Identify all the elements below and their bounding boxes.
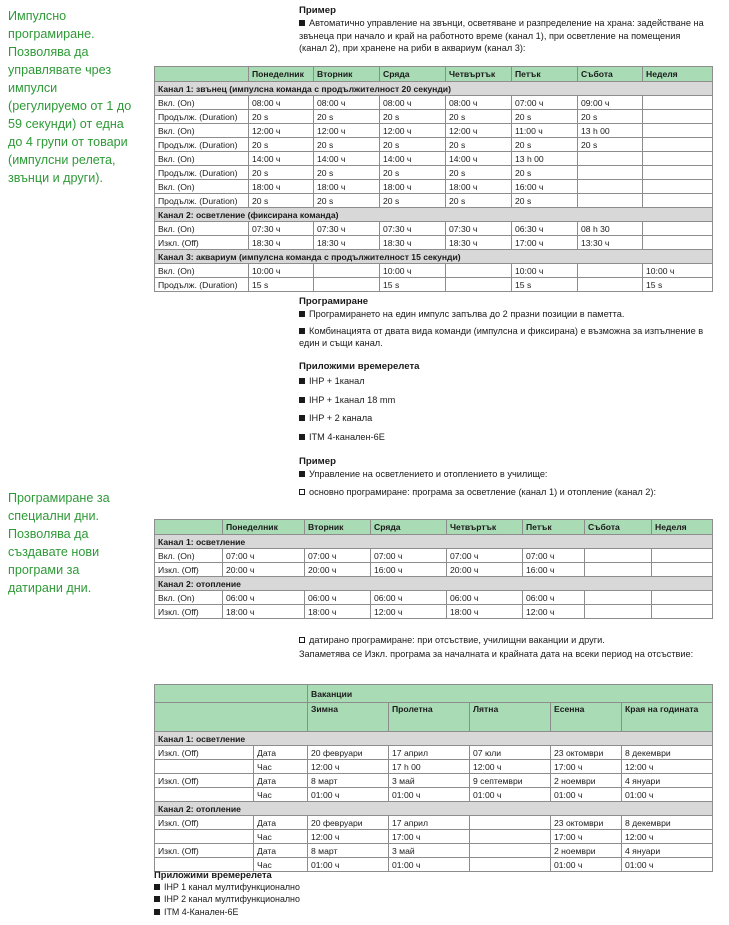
table-cell: 8 декември — [622, 746, 713, 760]
table-cell: 08:00 ч — [249, 96, 314, 110]
table-cell: 20 s — [446, 138, 512, 152]
table-cell: 01:00 ч — [389, 858, 470, 872]
table-cell: 20 s — [314, 166, 380, 180]
table-cell — [643, 194, 713, 208]
timer-item: IHP 1 канал мултифункционално — [154, 881, 300, 893]
row-label — [155, 788, 254, 802]
table-cell: 16:00 ч — [371, 563, 447, 577]
table-cell: 20 s — [380, 166, 446, 180]
table-row — [155, 124, 713, 138]
column-header: Петък — [523, 520, 585, 535]
row-sublabel: Час — [254, 858, 308, 872]
programming-block — [299, 296, 709, 350]
timer-item: ITM 4-канален-6Е — [299, 431, 709, 443]
channel-label: Канал 1: осветление — [155, 732, 713, 746]
table-cell: 20 s — [446, 110, 512, 124]
table-cell: 07:00 ч — [371, 549, 447, 563]
channel-row — [155, 535, 713, 549]
table-cell: 18:00 ч — [380, 180, 446, 194]
column-header: Зимна — [308, 703, 389, 732]
table-cell: 14:00 ч — [446, 152, 512, 166]
table-cell: 17:00 ч — [551, 760, 622, 774]
table-row — [155, 222, 713, 236]
table-cell: 15 s — [249, 278, 314, 292]
table-cell: 20:00 ч — [305, 563, 371, 577]
table-cell — [585, 549, 652, 563]
row-label: Изкл. (Off) — [155, 844, 254, 858]
table-row — [155, 816, 713, 830]
column-header: Четвъртък — [446, 67, 512, 82]
table-cell: 20:00 ч — [223, 563, 305, 577]
table-cell — [470, 844, 551, 858]
table-cell: 20 s — [512, 138, 578, 152]
table-cell — [578, 194, 643, 208]
sidebar-note-pulse: Импулсно програмиране. Позволява да управлявате чрез импулси (регулируемо от 1 до 59 секунди) от една до 4 групи от товари (импулсни релета, звънци и други). — [8, 9, 132, 185]
table-cell: 07 юли — [470, 746, 551, 760]
table-cell — [446, 278, 512, 292]
table-row — [155, 549, 713, 563]
table-cell: 20 s — [314, 110, 380, 124]
table-cell: 01:00 ч — [308, 858, 389, 872]
table-cell: Продълж. (Duration) — [155, 110, 249, 124]
timers2-block — [154, 869, 300, 918]
table-cell: 20 февруари — [308, 816, 389, 830]
table-cell — [578, 278, 643, 292]
table-cell: 3 май — [389, 774, 470, 788]
channel-row — [155, 732, 713, 746]
table-cell: 18:00 ч — [446, 180, 512, 194]
timers1-block — [299, 361, 709, 443]
table-cell: 12:00 ч — [446, 124, 512, 138]
table-cell — [652, 605, 713, 619]
channel-label: Канал 2: отопление — [155, 577, 713, 591]
timer-item: IHP + 1канал 18 mm — [299, 394, 709, 406]
table-cell: 09:00 ч — [578, 96, 643, 110]
row-sublabel: Дата — [254, 746, 308, 760]
table-cell: 07:00 ч — [512, 96, 578, 110]
table-row — [155, 774, 713, 788]
table-cell — [643, 236, 713, 250]
column-header — [155, 520, 223, 535]
empty-header — [155, 685, 308, 703]
table-cell — [652, 549, 713, 563]
table-cell: 08:00 ч — [380, 96, 446, 110]
vacation-table — [154, 684, 713, 872]
table-cell: 12:00 ч — [523, 605, 585, 619]
table-cell: 10:00 ч — [512, 264, 578, 278]
table-cell: 14:00 ч — [249, 152, 314, 166]
column-header: Есенна — [551, 703, 622, 732]
table-cell: 2 ноември — [551, 774, 622, 788]
table-cell: 18:00 ч — [305, 605, 371, 619]
table-cell: 12:00 ч — [371, 605, 447, 619]
row-sublabel: Час — [254, 830, 308, 844]
table-cell — [643, 138, 713, 152]
table-row — [155, 166, 713, 180]
table-cell: 12:00 ч — [249, 124, 314, 138]
group-header: Ваканции — [308, 685, 713, 703]
table-cell: 4 януари — [622, 774, 713, 788]
table-cell: 11:00 ч — [512, 124, 578, 138]
timer-item: IHP + 1канал — [299, 375, 709, 387]
table-cell: Вкл. (On) — [155, 96, 249, 110]
table-row — [155, 96, 713, 110]
table-cell: 07:30 ч — [446, 222, 512, 236]
table-cell: 10:00 ч — [643, 264, 713, 278]
bullet-icon — [299, 434, 305, 440]
table-row — [155, 264, 713, 278]
table-cell: Изкл. (Off) — [155, 563, 223, 577]
row-label: Изкл. (Off) — [155, 746, 254, 760]
row-label — [155, 760, 254, 774]
table-cell: Вкл. (On) — [155, 264, 249, 278]
hollow-bullet-icon — [299, 637, 305, 643]
table-cell: 13 h 00 — [578, 124, 643, 138]
table-cell: 18:00 ч — [249, 180, 314, 194]
channel-label: Канал 1: звънец (импулсна команда с продължителност 20 секунди) — [155, 82, 713, 96]
example1-text: Автоматично управление на звънци, осветяване и разпределение на храна: задействане на звънеца при начало и край на работното време (канал 1), при осветление на помещения (канал 2), при хранене на риби в аквариум (канал 3): — [299, 18, 704, 54]
dated-block — [299, 634, 709, 661]
table-cell: 06:00 ч — [523, 591, 585, 605]
table-cell: 18:30 ч — [314, 236, 380, 250]
table-cell: 18:00 ч — [314, 180, 380, 194]
table-row — [155, 788, 713, 802]
dated-line: датирано програмиране: при отсъствие, училищни ваканции и други. — [299, 634, 709, 646]
table-cell: Вкл. (On) — [155, 549, 223, 563]
table-row — [155, 236, 713, 250]
timers2-heading: Приложими времерелета — [154, 869, 272, 880]
row-sublabel: Час — [254, 760, 308, 774]
table-cell: 3 май — [389, 844, 470, 858]
table-cell: 01:00 ч — [308, 788, 389, 802]
table-cell: 08:00 ч — [314, 96, 380, 110]
table-cell: Вкл. (On) — [155, 222, 249, 236]
column-header: Четвъртък — [447, 520, 523, 535]
table-cell: 17 h 00 — [389, 760, 470, 774]
channel-row — [155, 577, 713, 591]
table-cell: Вкл. (On) — [155, 124, 249, 138]
table-cell — [470, 816, 551, 830]
table-cell — [314, 278, 380, 292]
example2-line: основно програмиране: програма за осветление (канал 1) и отопление (канал 2): — [299, 486, 709, 498]
example1-block — [299, 5, 709, 55]
table-cell: Вкл. (On) — [155, 180, 249, 194]
table-cell — [585, 605, 652, 619]
table-cell — [643, 152, 713, 166]
empty-header — [155, 703, 308, 732]
column-header: Събота — [578, 67, 643, 82]
table-cell: 08:00 ч — [446, 96, 512, 110]
row-sublabel: Час — [254, 788, 308, 802]
table-cell: 20 s — [249, 138, 314, 152]
table-cell — [652, 591, 713, 605]
table-cell: 01:00 ч — [470, 788, 551, 802]
table-cell: 07:00 ч — [305, 549, 371, 563]
table-row — [155, 138, 713, 152]
table-cell: 15 s — [643, 278, 713, 292]
row-sublabel: Дата — [254, 844, 308, 858]
table-cell: 20 s — [446, 166, 512, 180]
table-row — [155, 605, 713, 619]
column-header: Сряда — [380, 67, 446, 82]
column-header: Петък — [512, 67, 578, 82]
bullet-icon — [299, 471, 305, 477]
table-cell: 20 s — [380, 110, 446, 124]
table-cell — [578, 180, 643, 194]
table-row — [155, 563, 713, 577]
example2-heading: Пример — [299, 456, 336, 467]
table-cell: 17:00 ч — [551, 830, 622, 844]
table-cell: 07:30 ч — [380, 222, 446, 236]
table-cell — [652, 563, 713, 577]
table-row — [155, 278, 713, 292]
table-cell: 12:00 ч — [308, 760, 389, 774]
table-header-row — [155, 703, 713, 732]
table-cell — [643, 180, 713, 194]
table-cell — [578, 152, 643, 166]
table-cell: Вкл. (On) — [155, 591, 223, 605]
bullet-icon — [299, 328, 305, 334]
table-row — [155, 152, 713, 166]
table-cell: 15 s — [512, 278, 578, 292]
table-cell: 20 s — [380, 194, 446, 208]
bullet-icon — [299, 20, 305, 26]
table-row — [155, 110, 713, 124]
table-cell: 06:00 ч — [371, 591, 447, 605]
table-cell: 18:00 ч — [447, 605, 523, 619]
table-cell: 01:00 ч — [551, 788, 622, 802]
row-sublabel: Дата — [254, 816, 308, 830]
table-cell: 17 април — [389, 816, 470, 830]
programming-item: Комбинацията от двата вида команди (импулсна и фиксирана) е възможна за изпълнение в един и същи канал. — [299, 325, 704, 349]
example2-line: Управление на осветлението и отоплението в училище: — [299, 468, 709, 480]
table-cell — [578, 264, 643, 278]
schedule-table-1 — [154, 66, 713, 292]
table-cell: 18:30 ч — [446, 236, 512, 250]
table-cell: 12:00 ч — [314, 124, 380, 138]
table-cell — [314, 264, 380, 278]
table-cell: 20 s — [578, 110, 643, 124]
column-header: Събота — [585, 520, 652, 535]
table-cell: 06:00 ч — [223, 591, 305, 605]
table-cell: Продълж. (Duration) — [155, 278, 249, 292]
column-header: Вторник — [314, 67, 380, 82]
row-label: Изкл. (Off) — [155, 816, 254, 830]
bullet-icon — [154, 884, 160, 890]
table-cell: 07:00 ч — [447, 549, 523, 563]
table-cell: 16:00 ч — [512, 180, 578, 194]
table-cell: 18:30 ч — [249, 236, 314, 250]
table-cell: 4 януари — [622, 844, 713, 858]
table-cell — [585, 591, 652, 605]
channel-row — [155, 82, 713, 96]
bullet-icon — [299, 378, 305, 384]
table-cell: 20 февруари — [308, 746, 389, 760]
table-cell: 20:00 ч — [447, 563, 523, 577]
row-sublabel: Дата — [254, 774, 308, 788]
table-cell: Изкл. (Off) — [155, 236, 249, 250]
table-cell: 23 октомври — [551, 816, 622, 830]
table-row — [155, 830, 713, 844]
table-cell: 2 ноември — [551, 844, 622, 858]
table-cell: 17:00 ч — [512, 236, 578, 250]
table-cell: 16:00 ч — [523, 563, 585, 577]
channel-row — [155, 250, 713, 264]
table-cell: 15 s — [380, 278, 446, 292]
table-cell: 01:00 ч — [622, 858, 713, 872]
bullet-icon — [299, 415, 305, 421]
table-header-row — [155, 520, 713, 535]
bullet-icon — [154, 896, 160, 902]
table-cell — [470, 830, 551, 844]
table-cell: Вкл. (On) — [155, 152, 249, 166]
dated-line: Запаметява се Изкл. програма за началната и крайната дата на всеки период на отсъствие: — [299, 649, 694, 660]
table-cell: 06:00 ч — [305, 591, 371, 605]
table-cell: 20 s — [314, 194, 380, 208]
table-row — [155, 194, 713, 208]
table-cell: 14:00 ч — [314, 152, 380, 166]
column-header: Края на годината — [622, 703, 713, 732]
column-header: Сряда — [371, 520, 447, 535]
column-header: Вторник — [305, 520, 371, 535]
table-cell: 20 s — [578, 138, 643, 152]
table-row — [155, 760, 713, 774]
table-cell — [643, 166, 713, 180]
hollow-bullet-icon — [299, 489, 305, 495]
column-header: Пролетна — [389, 703, 470, 732]
table-cell: 20 s — [314, 138, 380, 152]
table-cell: Продълж. (Duration) — [155, 138, 249, 152]
table-cell: 20 s — [249, 110, 314, 124]
table-row — [155, 180, 713, 194]
table-cell — [578, 166, 643, 180]
table-cell: 06:30 ч — [512, 222, 578, 236]
sidebar-note-special-days: Програмиране за специални дни. Позволява да създавате нови програми за датирани дни. — [8, 491, 110, 595]
bullet-icon — [154, 909, 160, 915]
table-cell: 20 s — [380, 138, 446, 152]
table-cell: Изкл. (Off) — [155, 605, 223, 619]
table-row — [155, 844, 713, 858]
table-cell: Продълж. (Duration) — [155, 194, 249, 208]
row-label — [155, 830, 254, 844]
table-cell: 10:00 ч — [249, 264, 314, 278]
table-cell: 08 h 30 — [578, 222, 643, 236]
table-cell: 01:00 ч — [622, 788, 713, 802]
table-cell: 10:00 ч — [380, 264, 446, 278]
table-cell: 17 април — [389, 746, 470, 760]
table-row — [155, 746, 713, 760]
timer-item: IHP 2 канал мултифункционално — [154, 893, 300, 905]
table-cell: 07:30 ч — [314, 222, 380, 236]
channel-label: Канал 3: аквариум (импулсна команда с продължителност 15 секунди) — [155, 250, 713, 264]
table-cell — [446, 264, 512, 278]
table-cell: 8 декември — [622, 816, 713, 830]
column-header: Неделя — [652, 520, 713, 535]
channel-row — [155, 208, 713, 222]
timers1-heading: Приложими времерелета — [299, 361, 420, 372]
table-cell: 8 март — [308, 844, 389, 858]
timer-item: ITM 4-Канален-6Е — [154, 906, 300, 918]
programming-item: Програмирането на един импулс запълва до 2 празни позиции в паметта. — [299, 308, 709, 320]
table-cell: 07:00 ч — [523, 549, 585, 563]
table-cell: 12:00 ч — [470, 760, 551, 774]
table-cell — [643, 96, 713, 110]
example2-block — [299, 456, 709, 498]
table-cell — [643, 124, 713, 138]
table-cell: 12:00 ч — [622, 760, 713, 774]
table-cell: 17:00 ч — [389, 830, 470, 844]
table-cell: 9 септември — [470, 774, 551, 788]
table-cell: 8 март — [308, 774, 389, 788]
column-header: Неделя — [643, 67, 713, 82]
table-header-row — [155, 685, 713, 703]
channel-row — [155, 802, 713, 816]
column-header — [155, 67, 249, 82]
table-cell: 07:00 ч — [223, 549, 305, 563]
channel-label: Канал 2: осветление (фиксирана команда) — [155, 208, 713, 222]
column-header: Понеделник — [249, 67, 314, 82]
bullet-icon — [299, 397, 305, 403]
table-cell — [643, 110, 713, 124]
table-cell: 13:30 ч — [578, 236, 643, 250]
bullet-icon — [299, 311, 305, 317]
channel-label: Канал 2: отопление — [155, 802, 713, 816]
table-cell: 14:00 ч — [380, 152, 446, 166]
table-cell: 13 h 00 — [512, 152, 578, 166]
table-cell: 12:00 ч — [380, 124, 446, 138]
table-cell: 01:00 ч — [551, 858, 622, 872]
column-header: Лятна — [470, 703, 551, 732]
table-cell: 06:00 ч — [447, 591, 523, 605]
table-header-row — [155, 67, 713, 82]
table-cell — [585, 563, 652, 577]
example1-heading: Пример — [299, 5, 336, 16]
table-cell: 01:00 ч — [389, 788, 470, 802]
column-header: Понеделник — [223, 520, 305, 535]
table-cell: 20 s — [446, 194, 512, 208]
table-cell: 20 s — [512, 110, 578, 124]
table-cell: 20 s — [512, 166, 578, 180]
table-row — [155, 591, 713, 605]
programming-heading: Програмиране — [299, 296, 369, 307]
row-label: Изкл. (Off) — [155, 774, 254, 788]
table-cell: 18:00 ч — [223, 605, 305, 619]
table-cell: 18:30 ч — [380, 236, 446, 250]
table-cell: 23 октомври — [551, 746, 622, 760]
table-cell: 12:00 ч — [622, 830, 713, 844]
table-cell: Продълж. (Duration) — [155, 166, 249, 180]
table-cell — [470, 858, 551, 872]
table-cell: 12:00 ч — [308, 830, 389, 844]
table-cell — [643, 222, 713, 236]
table-cell: 20 s — [249, 166, 314, 180]
channel-label: Канал 1: осветление — [155, 535, 713, 549]
table-cell: 07:30 ч — [249, 222, 314, 236]
table-cell: 20 s — [512, 194, 578, 208]
timer-item: IHP + 2 канала — [299, 412, 709, 424]
table-cell: 20 s — [249, 194, 314, 208]
schedule-table-2 — [154, 519, 713, 619]
